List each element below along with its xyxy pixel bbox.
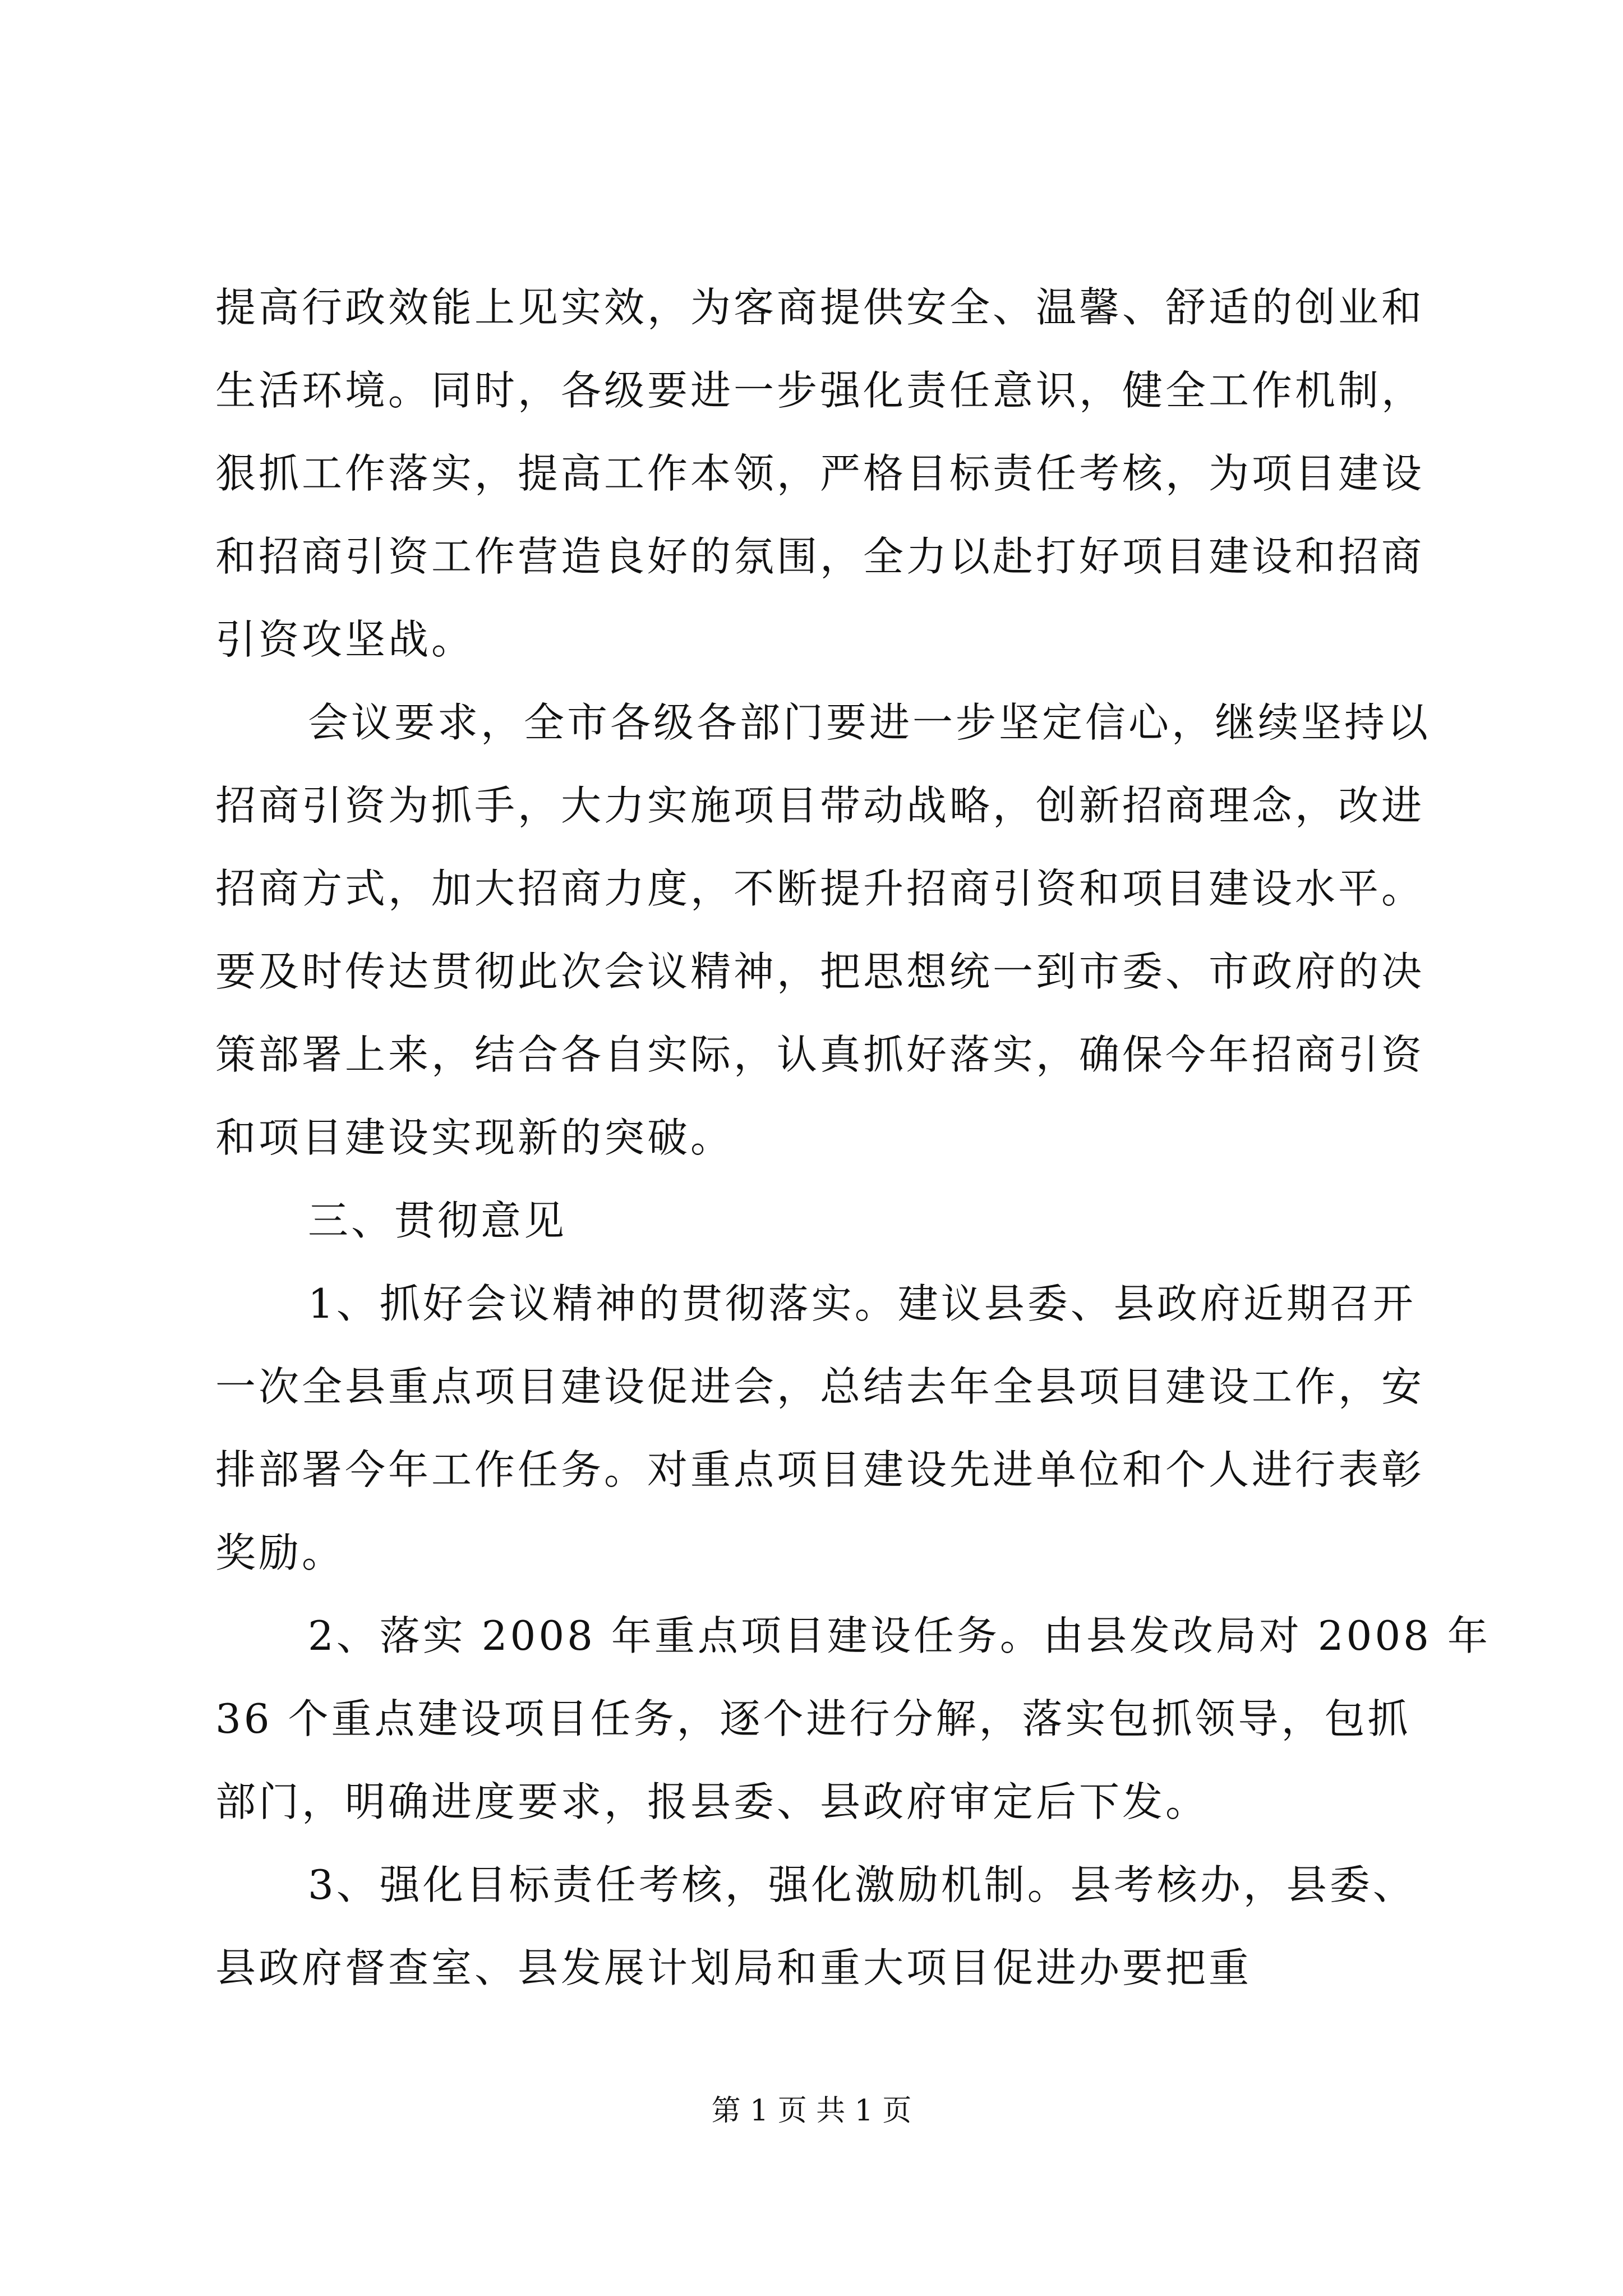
paragraph-start-line: 2、落实 2008 年重点项目建设任务。由县发改局对 2008 年	[308, 1612, 1491, 1659]
text-line: 奖励。	[215, 1529, 345, 1576]
text-line: 提高行政效能上见实效，为客商提供安全、温馨、舒适的创业和	[215, 284, 1425, 331]
text-line: 招商方式，加大招商力度，不断提升招商引资和项目建设水平。	[215, 865, 1425, 912]
text-line: 招商引资为抓手，大力实施项目带动战略，创新招商理念，改进	[215, 782, 1425, 829]
text-line: 36 个重点建设项目任务，逐个进行分解，落实包抓领导，包抓	[215, 1695, 1411, 1742]
text-line: 和项目建设实现新的突破。	[215, 1114, 734, 1161]
text-line: 县政府督查室、县发展计划局和重大项目促进办要把重	[215, 1944, 1252, 1991]
text-line: 排部署今年工作任务。对重点项目建设先进单位和个人进行表彰	[215, 1446, 1425, 1493]
text-line: 狠抓工作落实，提高工作本领，严格目标责任考核，为项目建设	[215, 450, 1425, 497]
text-line: 部门，明确进度要求，报县委、县政府审定后下发。	[215, 1778, 1209, 1825]
text-line: 策部署上来，结合各自实际，认真抓好落实，确保今年招商引资	[215, 1031, 1425, 1078]
paragraph-start-line: 1、抓好会议精神的贯彻落实。建议县委、县政府近期召开	[308, 1280, 1416, 1327]
text-line: 和招商引资工作营造良好的氛围，全力以赴打好项目建设和招商	[215, 533, 1425, 580]
text-line: 引资攻坚战。	[215, 616, 475, 663]
document-body	[215, 266, 1491, 2009]
text-line: 一次全县重点项目建设促进会，总结去年全县项目建设工作，安	[215, 1363, 1425, 1410]
paragraph-start-line: 会议要求，全市各级各部门要进一步坚定信心，继续坚持以	[308, 699, 1431, 746]
text-line: 要及时传达贯彻此次会议精神，把思想统一到市委、市政府的决	[215, 948, 1425, 995]
text-line: 生活环境。同时，各级要进一步强化责任意识，健全工作机制，	[215, 367, 1425, 414]
page-number-footer: 第 1 页 共 1 页	[711, 2094, 912, 2128]
section-heading: 三、贯彻意见	[308, 1197, 568, 1244]
paragraph-start-line: 3、强化目标责任考核，强化激励机制。县考核办，县委、	[308, 1861, 1416, 1908]
